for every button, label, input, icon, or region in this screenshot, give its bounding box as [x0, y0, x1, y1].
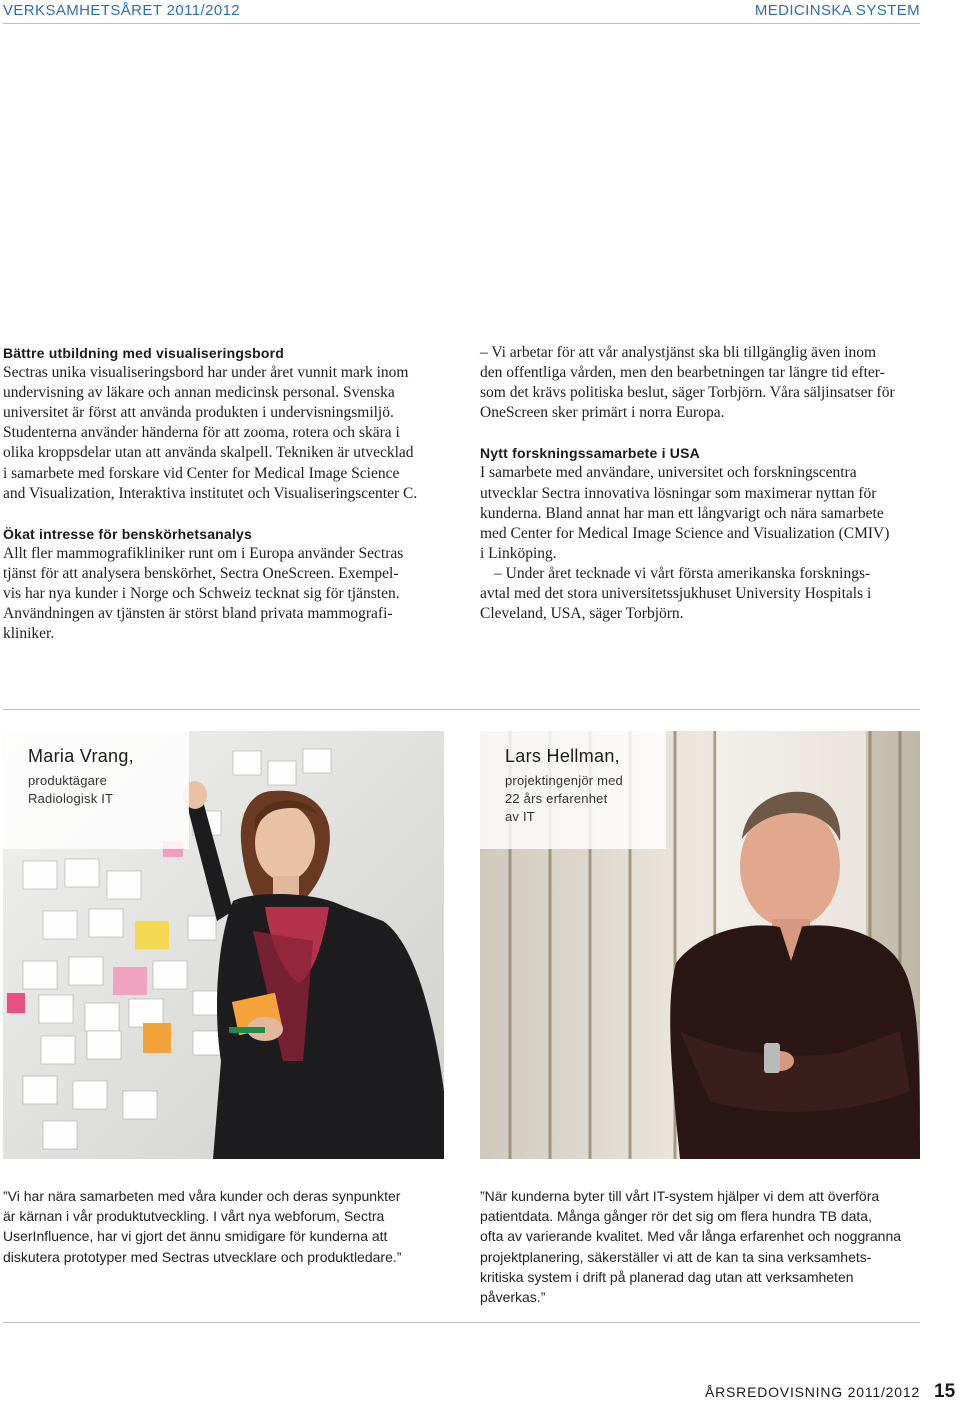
- footer-title: ÅRSREDOVISNING 2011/2012: [704, 1384, 920, 1400]
- body-line: Cleveland, USA, säger Torbjörn.: [480, 605, 684, 623]
- body-line: olika kroppsdelar utan att använda skalpell. Tekniken är utvecklad: [3, 444, 414, 462]
- quote-maria-vrang: [3, 1186, 443, 1267]
- running-header-left: VERKSAMHETSÅRET 2011/2012: [3, 2, 241, 19]
- body-line: kliniker.: [3, 625, 55, 643]
- person-role: [505, 772, 623, 826]
- role-line: produktägare: [28, 773, 108, 788]
- body-line: Allt fler mammografikliniker runt om i Europa använder Sectras: [3, 544, 404, 562]
- quote-line: diskutera prototyper med Sectras utvecklare och produktledare.”: [3, 1248, 402, 1265]
- body-line: avtal med det stora universitetssjukhuset University Hospitals i: [480, 585, 872, 603]
- section-heading-visualization-table: Bättre utbildning med visualiseringsbord: [3, 345, 285, 361]
- page-number: 15: [934, 1381, 956, 1402]
- body-line: undervisning av läkare och annan medicinsk personal. Svenska: [3, 384, 395, 402]
- quote-line: ofta av varierande kvalitet. Med vår långa erfarenhet och noggranna: [480, 1228, 902, 1245]
- body-paragraph-usa-research: [480, 463, 920, 563]
- body-line: som det krävs politiska beslut, säger Torbjörn. Våra säljinsatser för: [480, 384, 895, 402]
- quote-line: projektplanering, säkerställer vi att de kan ta sina verksamhets-: [480, 1248, 872, 1265]
- body-line: Studenterna använder händerna för att zooma, rotera och skära i: [3, 424, 400, 442]
- body-line: med Center for Medical Image Science and Visualization (CMIV): [480, 524, 890, 542]
- caption-maria-vrang: [3, 731, 189, 849]
- quote-line: patientdata. Många gånger rör det sig om flera hundra TB data,: [480, 1208, 872, 1225]
- running-header-right: MEDICINSKA SYSTEM: [754, 2, 920, 19]
- section-heading-bone-density: Ökat intresse för benskörhetsanalys: [3, 525, 252, 542]
- section-divider: [3, 709, 920, 710]
- person-name: Lars Hellman,: [505, 746, 620, 766]
- body-line: tjänst för att analysera benskörhet, Sectra OneScreen. Exempel-: [3, 564, 399, 582]
- role-line: projektingenjör med: [505, 773, 623, 788]
- body-line: Sectras unika visualiseringsbord har under året vunnit mark inom: [3, 364, 409, 382]
- footer-divider: [3, 1322, 920, 1323]
- body-paragraph-analysis-service: [480, 343, 920, 423]
- body-line: den offentliga vården, men den bearbetningen tar längre tid efter-: [480, 364, 885, 382]
- role-line: Radiologisk IT: [28, 791, 114, 806]
- body-line: i samarbete med forskare vid Center for Medical Image Science: [3, 464, 400, 482]
- header-divider: [3, 23, 920, 24]
- body-paragraph-usa-agreement: [480, 564, 920, 624]
- quote-line: ”Vi har nära samarbeten med våra kunder och deras synpunkter: [3, 1188, 401, 1204]
- quote-line: kritiska system i drift på planerad dag utan att verksamheten: [480, 1268, 854, 1285]
- photo-maria-vrang: [3, 731, 444, 1159]
- right-text-column: [480, 343, 920, 624]
- left-text-column: [3, 343, 443, 644]
- body-line: Användningen av tjänsten är störst bland privata mammografi-: [3, 605, 393, 623]
- quote-lars-hellman: [480, 1186, 920, 1307]
- body-line: – Vi arbetar för att vår analystjänst ska bli tillgänglig även inom: [480, 344, 877, 361]
- role-line: 22 års erfarenhet: [505, 791, 608, 806]
- quote-line: UserInfluence, har vi gjort det ännu smidigare för kunderna att: [3, 1228, 388, 1245]
- person-role: [28, 772, 113, 808]
- body-line: – Under året tecknade vi vårt första amerikanska forsknings-: [494, 564, 871, 582]
- quote-line: ”När kunderna byter till vårt IT-system hjälper vi dem att överföra: [480, 1188, 880, 1204]
- person-name: Maria Vrang,: [28, 746, 134, 766]
- body-paragraph-bone-density: [3, 544, 443, 644]
- body-line: vis har nya kunder i Norge och Schweiz tecknat sig för tjänsten.: [3, 585, 400, 603]
- caption-lars-hellman: [480, 731, 666, 849]
- photo-lars-hellman: [480, 731, 920, 1159]
- body-line: i Linköping.: [480, 544, 557, 562]
- body-line: universitet är först att använda produkten i undervisningsmiljö.: [3, 404, 394, 422]
- body-paragraph-visualization-table: [3, 363, 443, 504]
- body-line: OneScreen sker primärt i norra Europa.: [480, 404, 725, 422]
- body-line: utvecklar Sectra innovativa lösningar som maximerar nyttan för: [480, 484, 877, 502]
- body-line: I samarbete med användare, universitet och forskningscentra: [480, 464, 857, 482]
- body-line: and Visualization, Interaktiva institutet och Visualiseringscenter C.: [3, 484, 418, 502]
- quote-line: påverkas.”: [480, 1289, 546, 1306]
- body-line: kunderna. Bland annat har man ett långvarigt och nära samarbete: [480, 504, 884, 522]
- quote-line: är kärnan i vår produktutveckling. I vårt nya webforum, Sectra: [3, 1208, 385, 1225]
- role-line: av IT: [505, 809, 535, 824]
- section-heading-usa-research: Nytt forskningssamarbete i USA: [480, 445, 700, 462]
